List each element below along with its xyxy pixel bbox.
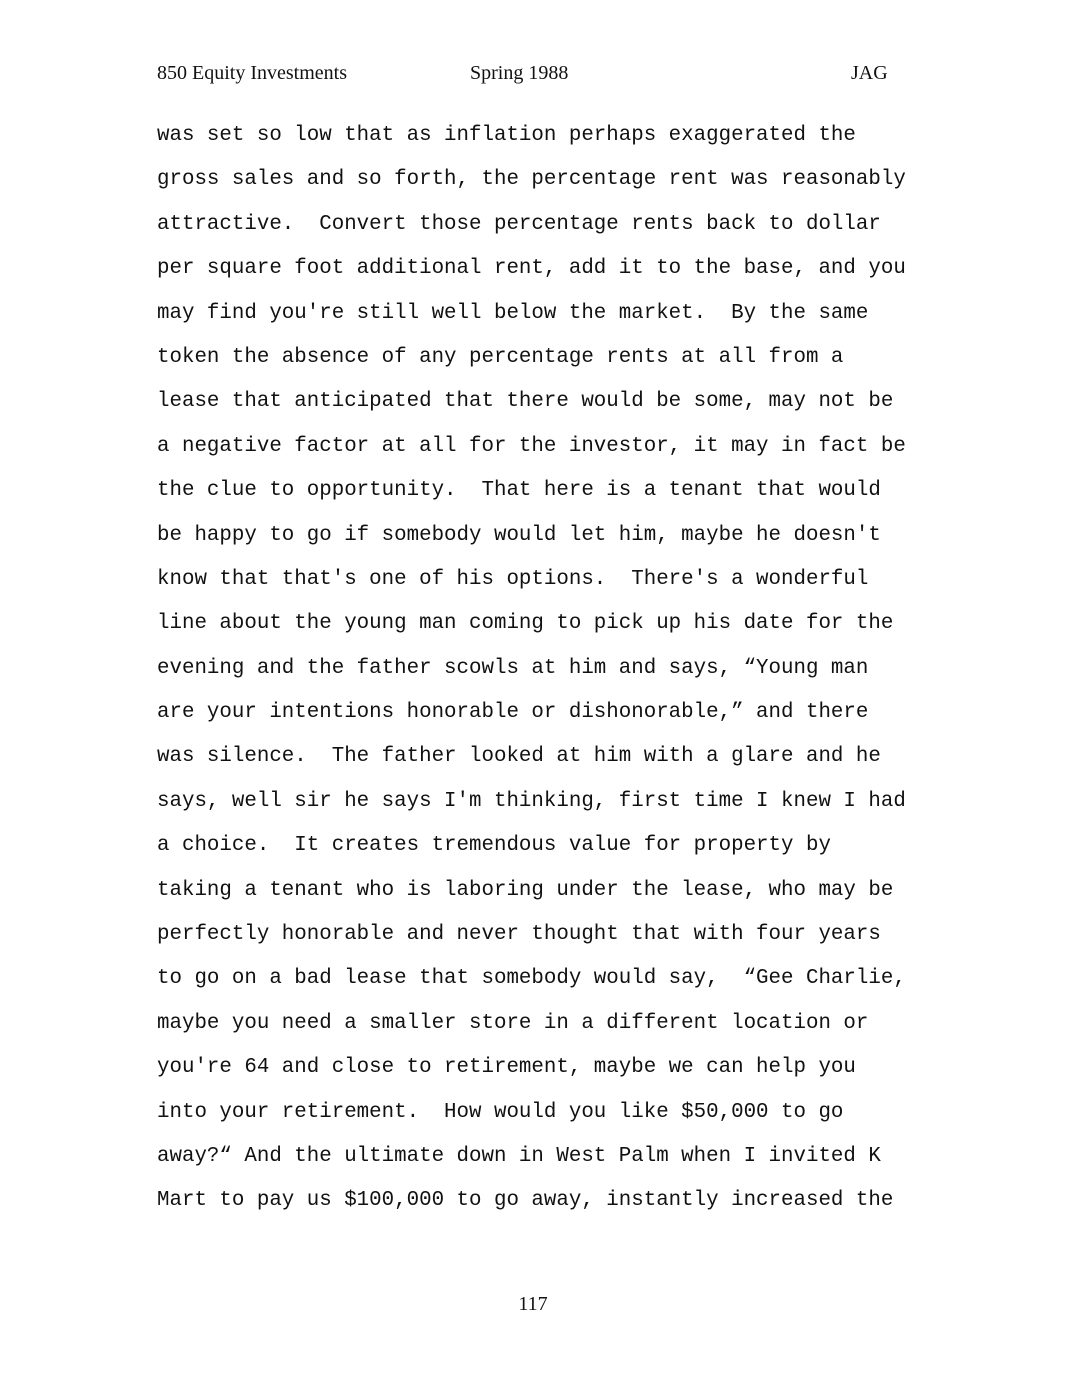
text-line: per square foot additional rent, add it to the base, and you — [157, 257, 906, 281]
text-line: know that that's one of his options. There's a wonderful — [157, 567, 869, 591]
page-number: 117 — [518, 1293, 548, 1315]
text-line: be happy to go if somebody would let him, maybe he doesn't — [157, 523, 881, 547]
text-line: away?“ And the ultimate down in West Palm when I invited K — [157, 1144, 881, 1168]
text-line: to go on a bad lease that somebody would say, “Gee Charlie, — [157, 967, 906, 991]
header-course-title: 850 Equity Investments — [157, 62, 347, 84]
text-line: perfectly honorable and never thought that with four years — [157, 923, 881, 947]
text-line: gross sales and so forth, the percentage rent was reasonably — [157, 168, 906, 192]
text-line: Mart to pay us $100,000 to go away, instantly increased the — [157, 1189, 894, 1213]
text-line: token the absence of any percentage rents at all from a — [157, 345, 844, 369]
text-line: into your retirement. How would you like $50,000 to go — [157, 1100, 844, 1124]
text-line: maybe you need a smaller store in a different location or — [157, 1011, 869, 1035]
text-line: was silence. The father looked at him with a glare and he — [157, 745, 881, 769]
text-line: attractive. Convert those percentage rents back to dollar — [157, 212, 881, 236]
text-line: lease that anticipated that there would be some, may not be — [157, 390, 894, 414]
text-line: was set so low that as inflation perhaps exaggerated the — [157, 124, 856, 147]
text-line: are your intentions honorable or dishonorable,” and there — [157, 701, 869, 725]
text-line: you're 64 and close to retirement, maybe we can help you — [157, 1056, 856, 1080]
text-line: the clue to opportunity. That here is a tenant that would — [157, 479, 881, 503]
text-line: says, well sir he says I'm thinking, first time I knew I had — [157, 789, 906, 813]
text-line: line about the young man coming to pick up his date for the — [157, 612, 894, 636]
text-line: may find you're still well below the market. By the same — [157, 301, 869, 325]
transcript-body — [157, 114, 927, 1224]
header-term: Spring 1988 — [470, 62, 569, 84]
text-line: a negative factor at all for the investor, it may in fact be — [157, 434, 906, 458]
header-initials: JAG — [851, 62, 888, 84]
text-line: taking a tenant who is laboring under the lease, who may be — [157, 878, 894, 902]
text-line: a choice. It creates tremendous value for property by — [157, 834, 831, 858]
text-line: evening and the father scowls at him and says, “Young man — [157, 656, 869, 680]
page-header — [0, 62, 1066, 90]
